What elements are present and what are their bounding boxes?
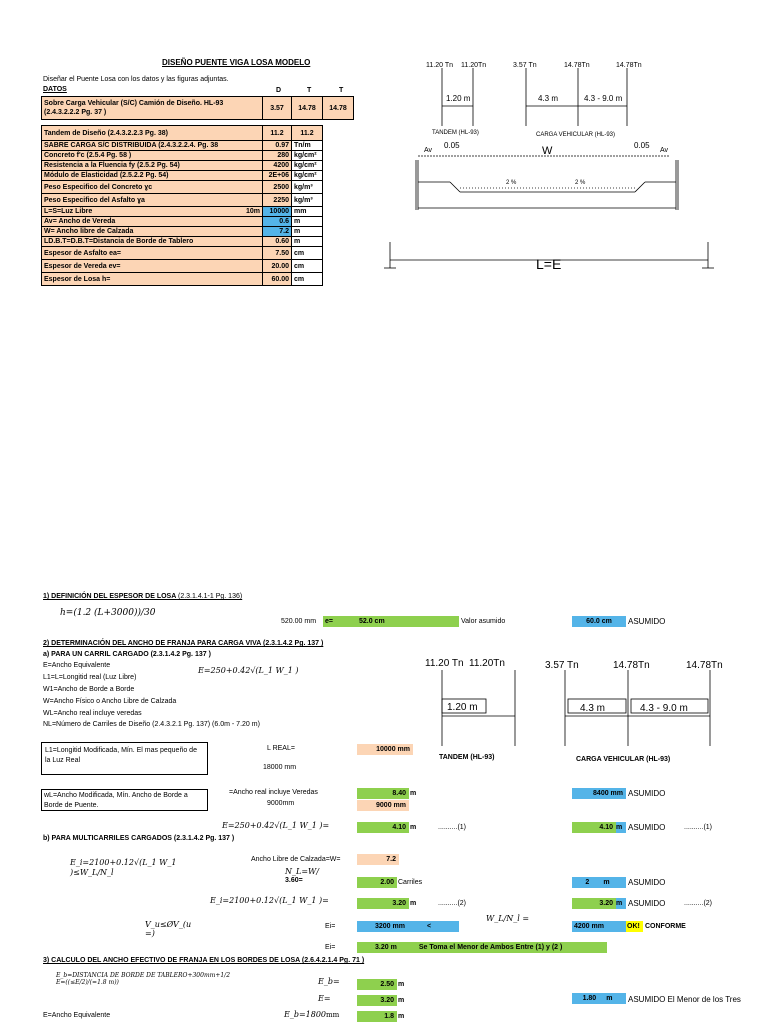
row-value: 7.50: [263, 247, 292, 260]
fig2-load-t4: 14.78Tn: [613, 660, 650, 671]
s3-eb-u: m: [398, 981, 405, 988]
s2-nl-asum-u: m: [603, 879, 610, 886]
row-unit: m: [292, 227, 323, 237]
table-row: [42, 171, 354, 181]
table-row: [42, 97, 354, 120]
row-unit: kg/cm²: [292, 151, 323, 161]
table-row: [42, 161, 354, 171]
table-row: [42, 227, 354, 237]
s2-e1-cell: [357, 822, 409, 833]
s2-asum-8400: 8400 mm: [572, 788, 626, 799]
fig2-load-t2: 11.20Tn: [469, 658, 505, 669]
s3-e-lab: E=: [318, 994, 331, 1003]
table-row: [42, 126, 354, 141]
table-row: [42, 237, 354, 247]
s2-def: WL=Ancho real incluye veredas: [43, 710, 142, 717]
s2-nl-asum-val: 2: [585, 879, 590, 886]
s2-box2: wL=Ancho Modificada, Mín. Ancho de Borde a Borde de Puente.: [41, 789, 208, 811]
row-value: 4200: [263, 161, 292, 171]
s2-asum-410: 4.10: [572, 822, 616, 833]
fig2-tandem: TANDEM (HL-93): [439, 754, 495, 761]
s1-ref: (2.3.1.4.1-1 Pg. 136): [177, 593, 243, 600]
s3-eq: E=Ancho Equivalente: [43, 1012, 111, 1019]
s2-ei2-lab: Ei=: [325, 944, 336, 951]
row-value: 14.78: [323, 97, 354, 120]
fig-pct1: 2 %: [506, 180, 517, 186]
fig2-load-t5: 14.78Tn: [686, 660, 723, 671]
s3-eb2-text: E_b=1800: [284, 1010, 327, 1019]
fig2-dim-2: 4.3 m: [580, 703, 606, 714]
row-label: Tandem de Diseño (2.4.3.2.2.3 Pg. 38): [42, 126, 263, 141]
row-unit: kg/m³: [292, 194, 323, 207]
row-label: Peso Especifico del Concreto ɣc: [42, 181, 263, 194]
fig-dim-2: 4.3 m: [538, 94, 559, 103]
row-value: 60.00: [263, 273, 292, 286]
intro-text: Diseñar el Puente Losa con los datos y las figuras adjuntas.: [43, 76, 229, 83]
s2-ar1: [357, 788, 409, 799]
s2-vu: V_u≤ØV_(u =): [145, 920, 192, 938]
s2-ei-cell: [357, 898, 409, 909]
s2-tag1b: ..........(1): [684, 824, 713, 831]
s3-f1: E_b=DISTANCIA DE BORDE DE TABLERO+300mm+1/2: [56, 972, 231, 979]
s2-tag2b: ..........(2): [684, 900, 713, 907]
s2-ar1-u: m: [410, 790, 417, 797]
s2-lt: <: [426, 923, 432, 930]
table-row: [42, 194, 354, 207]
s2-title: [43, 640, 323, 647]
col-head-d: D: [276, 87, 282, 94]
s2-nl-div: 3.60=: [285, 877, 303, 884]
row-label: LD.B.T=D.B.T=Distancia de Borde de Tablero: [42, 237, 263, 247]
s2-ar2: [357, 800, 409, 811]
row-unit: Tn/m: [292, 141, 323, 151]
fig-pct2: 2 %: [575, 180, 586, 186]
col-head-t1: T: [307, 87, 312, 94]
row-unit: kg/m³: [292, 181, 323, 194]
s2-ei-val: 3.20: [392, 900, 406, 907]
s2-nl-val: 2.00: [357, 877, 397, 888]
s1-asumido: ASUMIDO: [628, 617, 666, 626]
s2-l18000: 18000 mm: [263, 764, 297, 771]
s2-def: E=Ancho Equivalente: [43, 662, 111, 669]
s1-formula: h=(1.2 (L+3000))/30: [60, 608, 156, 618]
table-row: [42, 141, 354, 151]
fig2-load-t3: 3.57 Tn: [545, 660, 579, 671]
row-value: 7.2: [263, 227, 292, 237]
row-value: 11.2: [263, 126, 292, 141]
s2-menor: Se Toma el Menor de Ambos Entre (1) y (2 ): [418, 944, 563, 951]
datos-label: DATOS: [43, 86, 67, 93]
s1-e-cell: [323, 616, 459, 627]
s2-asumido-3: ASUMIDO: [628, 878, 666, 887]
s2-wl-val: 4200: [574, 923, 590, 930]
s2-def: W=Ancho Físico o Ancho Libre de Calzada: [43, 698, 177, 705]
fig-c1: 0.05: [444, 141, 460, 150]
row-value: 20.00: [263, 260, 292, 273]
s1-asum-note: Valor asumido: [461, 618, 506, 625]
s3-ref: (2.6.4.2.1.4 Pg. 71 ): [301, 957, 365, 964]
fig2-dim-1: 1.20 m: [447, 702, 478, 713]
s2-lreal-cell: [357, 744, 413, 755]
s2-ancho-inc: =Ancho real incluye Veredas: [229, 789, 318, 796]
table-row: [42, 151, 354, 161]
s3-asum: 1.80: [582, 995, 597, 1002]
s1-title-text: 1) DEFINICIÓN DEL ESPESOR DE LOSA: [43, 593, 177, 600]
s2-formula-a: E=250+0.42√(L_1 W_1 ): [198, 666, 299, 675]
s3-title-text: 3) CALCULO DEL ANCHO EFECTIVO DE FRANJA EN LOS BORDES DE LOSA: [43, 957, 300, 964]
row-label: Espesor de Losa h=: [42, 273, 263, 286]
row-unit: cm: [292, 273, 323, 286]
table-row: [42, 247, 354, 260]
row-label: Av= Ancho de Vereda: [42, 217, 263, 227]
s2-ei-mm-u: mm: [392, 923, 405, 930]
fig-dim-1: 1.20 m: [446, 94, 471, 103]
s3-asum-cell: [572, 993, 626, 1004]
fig-tandem: TANDEM (HL-93): [432, 130, 479, 136]
s2-nl-form: N_L=W/: [285, 867, 319, 876]
s2-tag1: ..........(1): [438, 824, 467, 831]
s2-ei-asum-u: m: [616, 898, 626, 909]
row-label: Peso Especifico del Asfalto ɣa: [42, 194, 263, 207]
fig-load-t5: 14.78Tn: [616, 62, 642, 69]
s2-asumido-4: ASUMIDO: [628, 899, 666, 908]
s3-eb-lab: E_b=: [318, 977, 340, 986]
s3-asum-note: ASUMIDO El Menor de los Tres: [628, 995, 741, 1004]
row-label: Espesor de Asfalto ea=: [42, 247, 263, 260]
row-value: 3.57: [263, 97, 292, 120]
s3-eb2-u: mm: [326, 1011, 340, 1019]
s2-def: NL=Número de Carriles de Diseño (2.4.3.2.1 Pg. 137) (6.0m - 7.20 m): [43, 721, 260, 728]
fig-load-t4: 14.78Tn: [564, 62, 590, 69]
s2-asumido-1: ASUMIDO: [628, 789, 666, 798]
s2-ancho-libre: Ancho Libre de Calzada=W=: [251, 856, 341, 863]
row-value: 0.60: [263, 237, 292, 247]
s2-ar2-val: 9000: [376, 802, 392, 809]
s2-nl-u: Carriles: [398, 879, 423, 886]
s2-ref: (2.3.1.4.2 Pg. 137 ): [263, 640, 324, 647]
s3-title: [43, 957, 364, 964]
s2-tag2: ..........(2): [438, 900, 467, 907]
row-label-text: L=S=Luz Libre: [44, 208, 93, 215]
s2-ei-asum: 3.20: [572, 898, 616, 909]
fig2-load-t1: 11.20 Tn: [425, 658, 464, 669]
s2-ei2-cell: [357, 942, 607, 953]
s2-lreal-u: mm: [397, 746, 410, 753]
s3-e-val: 3.20: [357, 995, 397, 1006]
fig-span-label: L=E: [536, 256, 562, 272]
s3-eb2-lab: [284, 1010, 339, 1019]
s2-ei2-u: m: [390, 944, 397, 951]
row-value: 11.2: [292, 126, 323, 141]
s2-title-text: 2) DETERMINACIÓN DEL ANCHO DE FRANJA PARA CARGA VIVA: [43, 640, 262, 647]
row-unit: cm: [292, 247, 323, 260]
fig-load-t2: 11.20Tn: [461, 62, 487, 69]
fig-w: W: [542, 145, 553, 157]
row-label: Espesor de Vereda ev=: [42, 260, 263, 273]
table-row: [42, 181, 354, 194]
s2-lreal-val: 10000: [376, 746, 396, 753]
row-value: 2500: [263, 181, 292, 194]
s1-e-val: 52.0 cm: [358, 618, 385, 625]
row-label: [42, 207, 263, 217]
s2-wl-u: mm: [591, 923, 604, 930]
s2-def: L1=L=Longitid real (Luz Libre): [43, 674, 137, 681]
row-unit: mm: [292, 207, 323, 217]
s2-box1: L1=Longitid Modificada, Mín. El mas pequeño de la Luz Real: [41, 742, 208, 775]
fig-dim-3: 4.3 - 9.0 m: [584, 94, 623, 103]
fig-av-right: Av: [660, 147, 669, 154]
s2-ei-mm: 3200: [375, 923, 391, 930]
fig-load-t3: 3.57 Tn: [513, 62, 537, 69]
row-label: Módulo de Elasticidad (2.5.2.2 Pg. 54): [42, 171, 263, 181]
row-label: Concreto f'c (2.5.4 Pg. 58 ): [42, 151, 263, 161]
s2-ar2-u: mm: [393, 802, 406, 809]
s2-ei2-val: 3.20: [375, 944, 389, 951]
fig-av-left: Av: [424, 147, 433, 154]
row-unit: kg/cm²: [292, 171, 323, 181]
table-row: [42, 273, 354, 286]
s2-nl-asum: [572, 877, 626, 888]
s2-ancho-libre-val: 7.2: [357, 854, 399, 865]
s3-eb-val: 2.50: [357, 979, 397, 990]
row-label: Sobre Carga Vehicular (S/C) Camión de Diseño. HL-93 (2.4.3.2.2.2 Pg. 37 ): [42, 97, 263, 120]
s2-w9000: 9000mm: [267, 800, 295, 807]
s2-lreal: L REAL=: [267, 745, 295, 752]
s1-asum-val: 60.0 cm: [572, 616, 626, 627]
s3-asum-u: m: [606, 995, 613, 1002]
s3-eb2-val: 1.8: [357, 1011, 397, 1022]
row-value: 280: [263, 151, 292, 161]
fig2-dim-3: 4.3 - 9.0 m: [640, 703, 688, 714]
s1-val-unit: mm: [304, 618, 317, 625]
row-label: SABRE CARGA S/C DISTRIBUIDA (2.4.3.2.2.4. Pg. 38: [42, 141, 263, 151]
s2-wl-nl: W_L/N_l =: [486, 914, 530, 923]
s2-def: W1=Ancho de Borde a Borde: [43, 686, 135, 693]
table-row: [42, 207, 354, 217]
row-value: 0.6: [263, 217, 292, 227]
s2-formula-b2: E_i=2100+0.12√(L_1 W_1 )=: [210, 896, 329, 905]
s2-ei-u: m: [410, 900, 417, 907]
row-value: 2250: [263, 194, 292, 207]
fig-load-t1: 11.20 Tn: [426, 62, 453, 69]
s2-ei-mm-cell: [357, 921, 459, 932]
table-row: [42, 260, 354, 273]
s3-f2: E=((≤E/2)/(=1.8 m)): [56, 979, 119, 986]
row-value: 14.78: [292, 97, 323, 120]
col-head-t2: T: [339, 87, 344, 94]
table-row: [42, 217, 354, 227]
s2-ar1-val: 8.40: [392, 790, 406, 797]
s2-ok: OK!: [626, 921, 643, 932]
s2-asum-410u: m: [616, 822, 626, 833]
row-extra: 10m: [245, 208, 260, 215]
s1-e-label: e=: [325, 618, 333, 625]
s2-formula-a2: E=250+0.42√(L_1 W_1 )=: [222, 821, 330, 830]
row-unit: cm: [292, 260, 323, 273]
s2-wl-cell: [572, 921, 626, 932]
s2-e1-val: 4.10: [392, 824, 406, 831]
s1-title: [43, 593, 242, 600]
row-label: W= Ancho libre de Calzada: [42, 227, 263, 237]
s2-conforme: CONFORME: [645, 923, 686, 930]
fig2-carga: CARGA VEHICULAR (HL-93): [576, 756, 671, 763]
s2-ei-lab: Ei=: [325, 923, 336, 930]
row-label: Resistencia a la Fluencia fy (2.5.2 Pg. 54): [42, 161, 263, 171]
row-value: 0.97: [263, 141, 292, 151]
datos-table: [41, 96, 354, 286]
fig-carga: CARGA VEHICULAR (HL-93): [536, 132, 616, 138]
s3-e-u: m: [398, 997, 405, 1004]
row-unit: m: [292, 237, 323, 247]
s2-a-title: a) PARA UN CARRIL CARGADO (2.3.1.4.2 Pg. 137 ): [43, 651, 211, 658]
s2-formula-b: E_i=2100+0.12√(L_1 W_1 )≤W_L/N_l: [70, 858, 177, 877]
row-value: 2E+06: [263, 171, 292, 181]
fig-c2: 0.05: [634, 141, 650, 150]
row-unit: kg/cm²: [292, 161, 323, 171]
s1-val-num: 520.00: [281, 618, 303, 625]
s2-b-title: b) PARA MULTICARRILES CARGADOS (2.3.1.4.2 Pg. 137 ): [43, 835, 235, 842]
s2-e1-u: m: [410, 824, 417, 831]
s2-asumido-2: ASUMIDO: [628, 823, 666, 832]
page-title: DISEÑO PUENTE VIGA LOSA MODELO: [162, 58, 311, 67]
row-value: 10000: [263, 207, 292, 217]
s3-eb2-vu: m: [398, 1013, 405, 1020]
row-unit: m: [292, 217, 323, 227]
s1-val: [281, 618, 316, 625]
bridge-figure: [380, 58, 720, 278]
